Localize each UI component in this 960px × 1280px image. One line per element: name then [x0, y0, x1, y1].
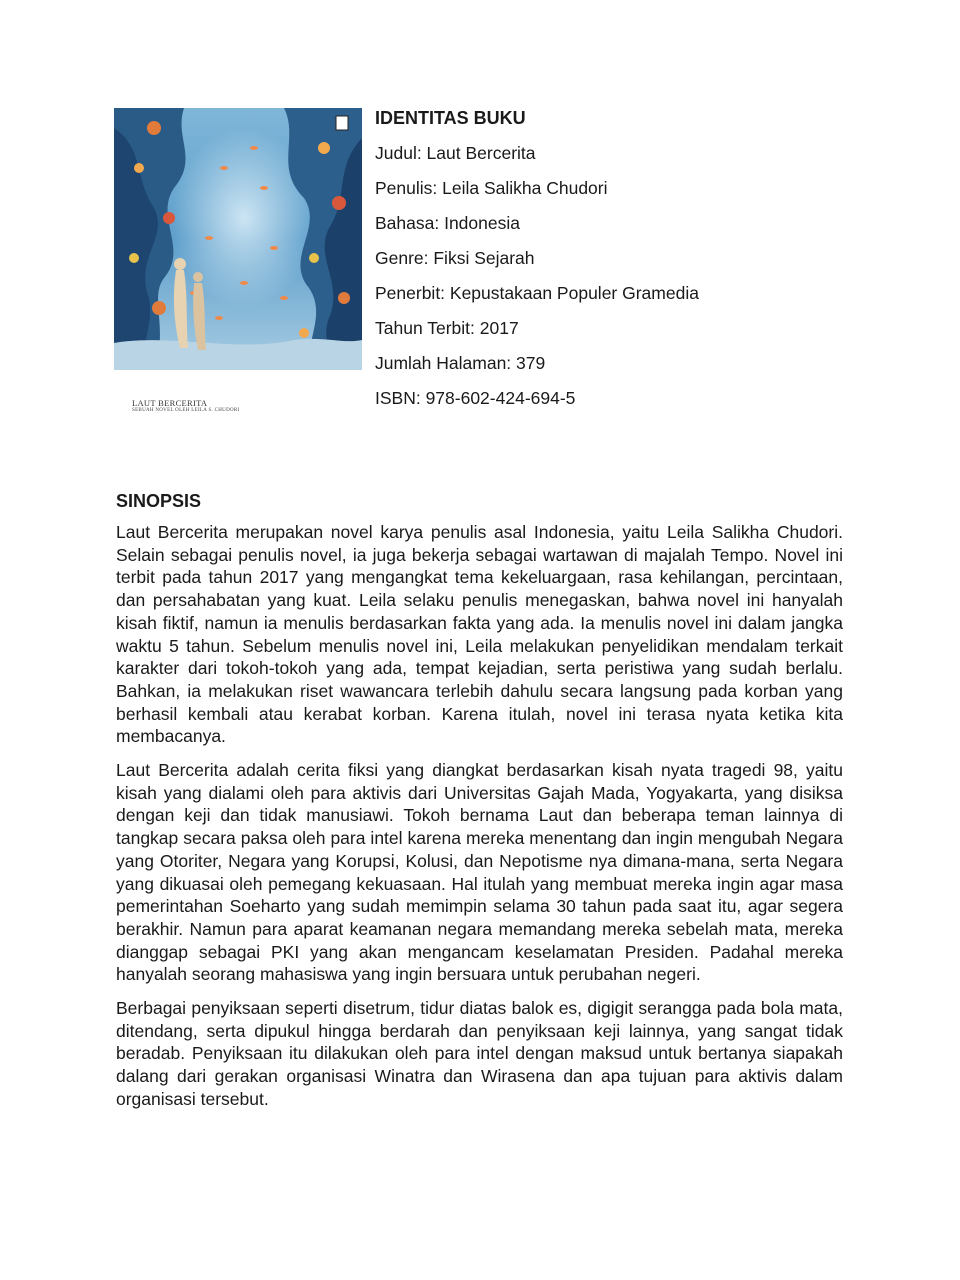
- identity-isbn: ISBN: 978-602-424-694-5: [375, 388, 576, 408]
- cover-subtitle: SEBUAH NOVEL OLEH LEILA S. CHUDORI: [132, 408, 240, 413]
- identity-title: Judul: Laut Bercerita: [375, 143, 536, 163]
- book-cover: [114, 108, 362, 420]
- identity-pages: Jumlah Halaman: 379: [375, 353, 546, 373]
- synopsis-paragraph-1: Laut Bercerita merupakan novel karya penulis asal Indonesia, yaitu Leila Salikha Chudori. Selain sebagai penulis novel, ia juga bekerja sebagai wartawan di majalah Tempo. Novel ini terbit pada tahun 2017 yang mengangkat tema kekeluargaan, rasa kehilangan, percintaan, dan persahabatan yang kuat. Leila selaku penulis menegaskan, bahwa novel ini hanyalah kisah fiktif, namun ia menulis berdasarkan fakta yang ada. Ia menulis novel ini dalam jangka waktu 5 tahun. Sebelum menulis novel ini, Leila melakukan penyelidikan mendalam terkait karakter dari tokoh-tokoh yang ada, tempat kejadian, serta peristiwa yang sudah berlalu. Bahkan, ia melakukan riset wawancara terlebih dahulu secara langsung pada korban yang berhasil kembali atau kerabat korban. Karena itulah, novel ini terasa nyata ketika kita membacanya.: [116, 522, 843, 747]
- synopsis-paragraph-3: Berbagai penyiksaan seperti disetrum, tidur diatas balok es, digigit serangga pada bola mata, ditendang, serta dipukul hingga berdarah dan penyiksaan keji lainnya, yang sangat tidak beradab. Penyiksaan itu dilakukan oleh para intel dengan maksud untuk bertanya siapakah dalang dari gerakan organisasi Winatra dan Wirasena dan apa tujuan para aktivis dalam organisasi tersebut.: [116, 998, 843, 1109]
- identity-heading: IDENTITAS BUKU: [375, 108, 526, 128]
- synopsis-paragraph-2: Laut Bercerita adalah cerita fiksi yang diangkat berdasarkan kisah nyata tragedi 98, yaitu kisah yang dialami oleh para aktivis dari Universitas Gajah Mada, Yogyakarta, yang disiksa dengan keji dan tidak manusiawi. Tokoh bernama Laut dan beberapa teman lainnya di tangkap secara paksa oleh para intel karena mereka menentang dan ingin mengubah Negara yang Otoriter, Negara yang Korupsi, Kolusi, dan Nepotisme nya dimana-mana, serta Negara yang dikuasai oleh pemegang kekuasaan. Hal itulah yang membuat mereka ingin agar masa pemerintahan Soeharto yang sudah memimpin selama 30 tahun pada saat itu, agar segera berakhir. Namun para aparat keamanan negara memandang mereka sebelah mata, mereka dianggap sebagai PKI yang akan mengancam keselamatan Presiden. Padahal mereka hanyalah seorang mahasiswa yang ingin bersuara untuk perubahan negeri.: [116, 760, 843, 985]
- synopsis-section: [116, 489, 843, 1122]
- identity-author: Penulis: Leila Salikha Chudori: [375, 178, 608, 198]
- book-identity-section: [375, 106, 855, 410]
- identity-language: Bahasa: Indonesia: [375, 213, 520, 233]
- cover-illustration: [114, 108, 362, 370]
- synopsis-heading: SINOPSIS: [116, 491, 202, 511]
- identity-year: Tahun Terbit: 2017: [375, 318, 519, 338]
- identity-genre: Genre: Fiksi Sejarah: [375, 248, 535, 268]
- cover-title: LAUT BERCERITA: [132, 398, 208, 408]
- identity-publisher: Penerbit: Kepustakaan Populer Gramedia: [375, 283, 699, 303]
